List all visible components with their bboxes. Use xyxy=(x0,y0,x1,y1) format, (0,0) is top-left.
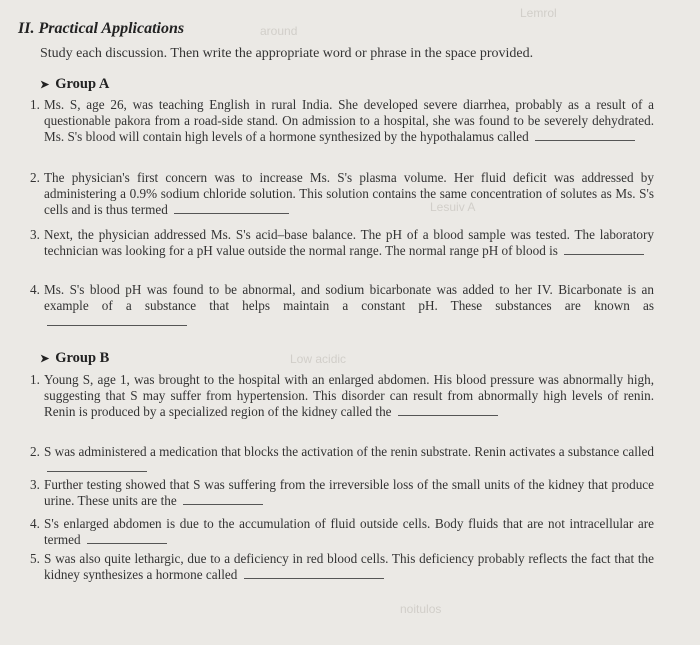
question-number: 1. xyxy=(30,372,40,387)
group-b-label: Group B xyxy=(55,350,110,366)
group-b-question-3 xyxy=(30,477,654,509)
bleed-through-text: Lemrol xyxy=(520,6,557,20)
answer-blank[interactable] xyxy=(535,129,635,141)
group-b-question-4 xyxy=(30,516,654,548)
bleed-through-text: noitulos xyxy=(400,602,442,616)
section-title: II. Practical Applications xyxy=(18,20,185,37)
instructions: Study each discussion. Then write the appropriate word or phrase in the space provided. xyxy=(40,46,534,61)
group-a-question-4 xyxy=(30,282,654,331)
answer-blank[interactable] xyxy=(183,493,263,505)
bleed-through-text: around xyxy=(260,24,298,38)
question-text: The physician's first concern was to increase Ms. S's plasma volume. Her fluid deficit was addressed by administering a 0.9% sodium chloride solution. This solution contains the same concentration of solutes as Ms. S's cells and is thus termed xyxy=(44,170,654,218)
group-b-question-5 xyxy=(30,551,654,583)
group-a-heading xyxy=(40,76,109,93)
question-text: Further testing showed that S was suffering from the irreversible loss of the small units of the kidney that produce urine. These units are the xyxy=(44,477,654,509)
question-number: 1. xyxy=(30,97,40,112)
question-text: S's enlarged abdomen is due to the accumulation of fluid outside cells. Body fluids that are not intracellular are termed xyxy=(44,516,654,548)
answer-blank[interactable] xyxy=(244,567,384,579)
group-b-question-1 xyxy=(30,372,654,421)
answer-blank[interactable] xyxy=(174,202,289,214)
group-a-label: Group A xyxy=(55,76,110,92)
question-text: Next, the physician addressed Ms. S's acid–base balance. The pH of a blood sample was tested. The laboratory technician was looking for a pH value outside the normal range. The normal range pH of blood is xyxy=(44,227,654,259)
question-number: 3. xyxy=(30,477,40,492)
question-number: 4. xyxy=(30,516,40,531)
arrow-icon: ➤ xyxy=(40,353,50,365)
question-number: 4. xyxy=(30,282,40,297)
answer-blank[interactable] xyxy=(47,314,187,326)
answer-blank[interactable] xyxy=(47,460,147,472)
group-a-question-1 xyxy=(30,97,654,146)
arrow-icon: ➤ xyxy=(40,79,50,91)
group-a-question-2 xyxy=(30,170,654,219)
question-text: Ms. S's blood pH was found to be abnormal, and sodium bicarbonate was added to her IV. Bicarbonate is an example of a substance that helps maintain a constant pH. These substances are known as xyxy=(44,282,654,314)
question-text: S was administered a medication that blocks the activation of the renin substrate. Renin activates a substance called xyxy=(44,444,654,459)
question-number: 2. xyxy=(30,444,40,459)
question-text: S was also quite lethargic, due to a deficiency in red blood cells. This deficiency probably reflects the fact that the kidney synthesizes a hormone called xyxy=(44,551,654,583)
question-number: 5. xyxy=(30,551,40,566)
question-text: Ms. S, age 26, was teaching English in rural India. She developed severe diarrhea, probably as a result of a questionable pakora from a road-side stand. On admission to a hospital, she was found to be severely dehydrated. Ms. S's blood will contain high levels of a hormone synthesized by the hypothalamus called xyxy=(44,97,654,145)
question-text: Young S, age 1, was brought to the hospital with an enlarged abdomen. His blood pressure was abnormally high, suggesting that S may suffer from hypertension. This disorder can result from abnormally high levels of renin. Renin is produced by a specialized region of the kidney called the xyxy=(44,372,654,420)
answer-blank[interactable] xyxy=(87,532,167,544)
bleed-through-text: Low acidic xyxy=(290,352,347,366)
bleed-through-text: Lesuiv A xyxy=(430,200,476,214)
question-number: 2. xyxy=(30,170,40,185)
group-b-heading xyxy=(40,350,109,367)
answer-blank[interactable] xyxy=(398,404,498,416)
group-b-question-2 xyxy=(30,444,654,476)
answer-blank[interactable] xyxy=(564,243,644,255)
question-number: 3. xyxy=(30,227,40,242)
group-a-question-3 xyxy=(30,227,654,259)
